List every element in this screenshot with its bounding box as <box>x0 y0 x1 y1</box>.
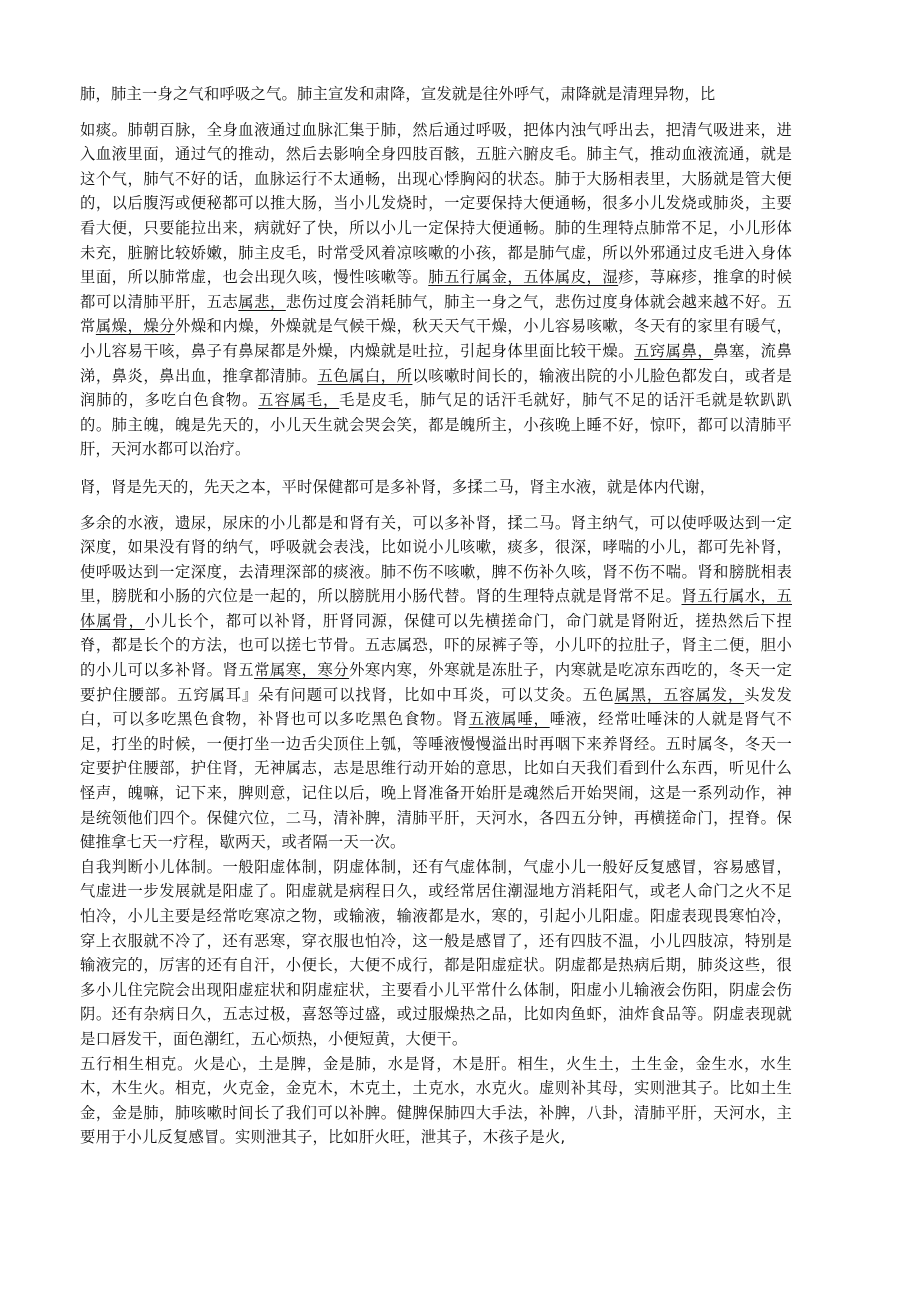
underlined-run: 属黑，五容属发， <box>614 685 745 704</box>
text-run: 疹，荨麻疹，推拿的时候都可以清肺平肝，五志 <box>80 268 792 311</box>
text-run: 以咳嗽时间长的，输液出院的小儿脸色都发白，或者是润肺的，多吃白色食物。 <box>80 366 792 410</box>
kidney-section-lead: 肾，肾是先天的，先天之本，平时保健都可是多补肾，多揉二马，肾主水液，就是体内代谢， <box>80 477 716 496</box>
text-run: 小儿长个，都可以补肾，肝肾同源，保健可以先横搓命门，命门就是肾附近，搓热然后下捏脊，都是长个的方法，也可以搓七节骨。五志属恐，吓的尿裤子等，小儿吓的拉肚子，肾主二便，胆小的小儿可以多补肾。肾五 <box>80 611 792 680</box>
text-run: 五行相生相克。火是心，土是脾，金是肺，水是肾，木是肝。相生，火生土，土生金，金生水，水生木，木生火。相克，火克金，金克木，木克土，土克水，水克火。虚则补其母，实则泄其子。比如土生金，金是肺，肺咳嗽时间长了我们可以补脾。健脾保肺四大手法，补脾，八卦，清肺平肝，天河水，主要用于小儿反复感冒。实则泄其子，比如肝火旺，泄其子，木孩子是火, <box>80 1054 792 1147</box>
text-run: 悲伤过度会消耗肺气，肺主一身之气，悲伤过度身体就会越来越不好。五常 <box>80 292 792 336</box>
underlined-run: 属燥，燥分 <box>95 317 175 336</box>
text-run: 如痰。肺朝百脉，全身血液通过血脉汇集于肺，然后通过呼吸，把体内浊气呼出去，把清气吸进来，进入血液里面，通过气的推动，然后去影响全身四肢百骸，五脏六腑皮毛。肺主气，推动血液流通，就是这个气，肺气不好的话，血脉运行不太通畅，出现心悸胸闷的状态。肺于大肠相表里，大肠就是管大便的，以后腹泻或便秘都可以推大肠，当小儿发烧时，一定要保持大便通畅，很多小儿发烧或肺炎，主要看大便，只要能拉出来，病就好了快，所以小儿一定保持大便通畅。肺的生理特点肺常不足，小儿形体未充，脏腑比较娇嫩，肺主皮毛，时常受风着凉咳嗽的小孩，都是肺气虚，所以外邪通过皮毛进入身体里面，所以肺常虚，也会出现久咳，慢性咳嗽等。 <box>80 120 792 287</box>
text-run: 外寒内寒，外寒就是冻肚子，内寒就是吃凉东西吃的，冬天一定要护住腰部。五窍属耳』朵有问题可以找肾，比如中耳炎，可以艾灸。五色 <box>80 661 792 704</box>
underlined-run: 五色属白，所 <box>317 366 413 385</box>
text-run: 自我判断小儿体制。一般阳虚体制，阴虚体制，还有气虚体制，气虚小儿一般好反复感冒，容易感冒，气虚进一步发展就是阳虚了。阳虚就是病程日久，或经常居住潮湿地方消耗阳气，或老人命门之火不足怕冷，小儿主要是经常吃寒凉之物，或输液，输液都是水，寒的，引起小儿阳虚。阳虚表现畏寒怕冷，穿上衣服就不冷了，还有恶寒，穿衣服也怕冷，这一般是感冒了，还有四肢不温，小儿四肢凉，特别是输液完的，厉害的还有自汗，小便长，大便不成行，都是阳虚症状。阴虚都是热病后期，肺炎这些，很多小儿住完院会出现阳虚症状和阴虚症状，主要看小儿平常什么体制，阳虚小儿输液会伤阳，阴虚会伤阴。还有杂病日久，五志过极，喜怒等过盛，或过服燥热之品，比如肉鱼虾，油炸食品等。阴虚表现就是口唇发干，面色潮红，五心烦热，小便短黄，大便干。 <box>80 857 792 1048</box>
underlined-run: 肺五行属金，五体属皮，湿 <box>428 268 619 287</box>
text-run: 唾液，经常吐唾沫的人就是肾气不足，打坐的时候，一便打坐一边舌尖顶住上瓠，等唾液慢慢溢出时再咽下来养肾经。五时属冬，冬天一定要护住腰部，护住肾，无神属志，志是思维行动开始的意思，比如白天我们看到什么东西，听见什么怪声，魄嘛，记下来，脾则意，记住以后，晚上肾准备开始肝是魂然后开始哭闹，这是一系列动作，神是统领他们四个。保健穴位，二马，清补脾，清肺平肝，天河水，各四五分钟，再横搓命门，捏脊。保健推拿七天一疗程，歇两天，或者隔一天一次。 <box>80 710 792 852</box>
lung-section-body <box>80 118 792 462</box>
underlined-run: 五容属毛， <box>258 391 340 410</box>
underlined-run: 五液属唾， <box>468 710 550 729</box>
underlined-run: 肾五行属水，五体属骨， <box>80 587 792 630</box>
underlined-run: 五窍属鼻， <box>634 341 714 360</box>
text-run: 多余的水液，遗尿，尿床的小儿都是和肾有关，可以多补肾，揉二马。肾主纳气，可以使呼吸达到一定深度，如果没有肾的纳气，呼吸就会表浅，比如说小儿咳嗽，痰多，很深，哮喘的小儿，都可先补肾，使呼吸达到一定深度，去清理深部的痰液。肺不伤不咳嗽，脾不伤补久咳，肾不伤不喘。肾和膀胱相表里，膀胱和小肠的穴位是一起的，所以膀胱用小肠代替。肾的生理特点就是肾常不足。 <box>80 513 792 606</box>
kidney-section-body <box>80 511 792 855</box>
underlined-run: 属悲， <box>238 292 286 311</box>
text-run: 鼻塞，流鼻涕，鼻炎，鼻出血，推拿都清肺。 <box>80 341 792 385</box>
paragraph-gap <box>80 462 792 475</box>
text-run: 毛是皮毛，肺气足的话汗毛就好，肺气不足的话汗毛就是软趴趴的。肺主魄，魄是先天的，小儿天生就会哭会笑，都是魄所主，小孩晚上睡不好，惊吓，都可以清肺平肝，天河水都可以治疗。 <box>80 391 792 459</box>
underlined-run: 常属寒，寒分 <box>254 661 350 680</box>
lung-section-lead: 肺，肺主一身之气和呼吸之气。肺主宣发和肃降，宣发就是往外呼气，肃降就是清理异物，比 <box>80 85 716 103</box>
five-elements-section <box>80 1052 792 1150</box>
text-run: 头发发白，可以多吃黑色食物，补肾也可以多吃黑色食物。肾 <box>80 685 792 729</box>
text-run: 外燥和内燥，外燥就是气候干燥，秋天天气干燥，小儿容易咳嗽，冬天有的家里有暖气，小儿容易干咳，鼻子有鼻屎都是外燥，内燥就是吐拉，引起身体里面比较干燥。 <box>80 317 792 360</box>
constitution-section <box>80 855 792 1052</box>
